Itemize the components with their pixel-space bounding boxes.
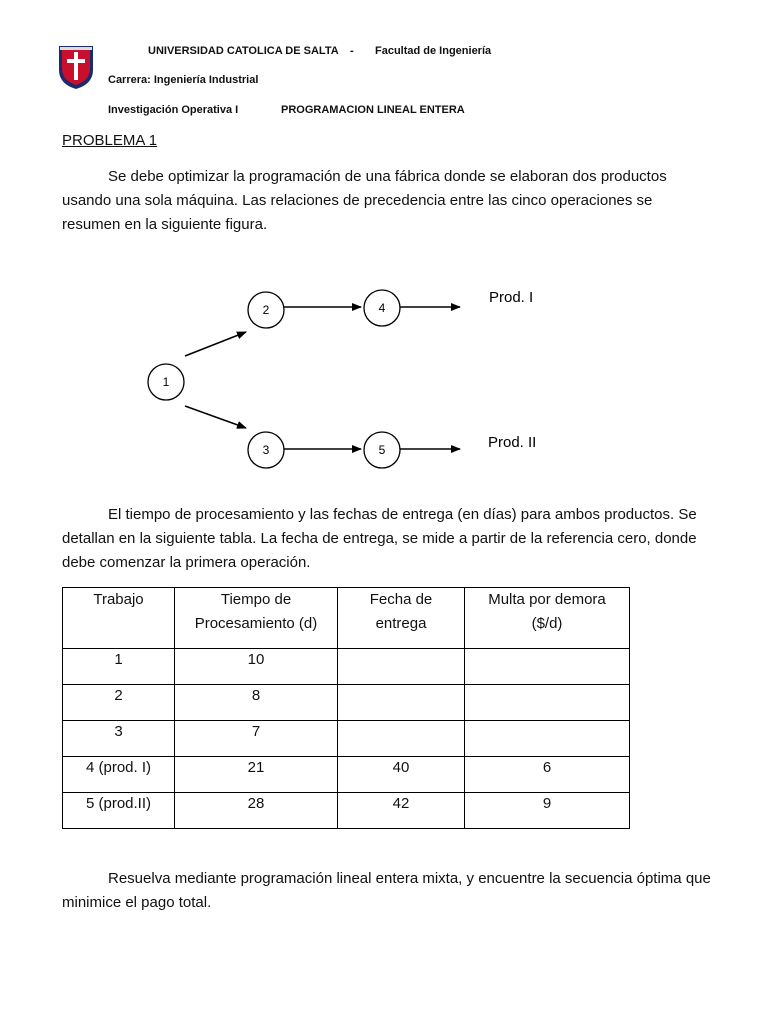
header-fecha: Fecha de entrega: [338, 588, 465, 649]
node-5-label: 5: [378, 443, 386, 457]
node-5: [364, 432, 400, 468]
node-2-label: 2: [262, 303, 270, 317]
cell-tiempo: 8: [175, 685, 338, 721]
node-2: [248, 292, 284, 328]
cell-fecha: [338, 685, 465, 721]
cell-trabajo: 5 (prod.II): [63, 793, 175, 829]
university-name: UNIVERSIDAD CATOLICA DE SALTA: [148, 45, 339, 57]
node-1: [148, 364, 184, 400]
faculty-name: Facultad de Ingeniería: [375, 45, 492, 57]
node-1-label: 1: [162, 375, 170, 389]
table-header-row: [63, 588, 630, 649]
node-4-label: 4: [378, 301, 386, 315]
header-separator: -: [350, 45, 354, 57]
university-logo: [57, 44, 95, 90]
node-4: [364, 290, 400, 326]
closing-paragraph: [62, 867, 712, 915]
table-row: [63, 721, 630, 757]
problem-title: PROBLEMA 1: [62, 132, 158, 149]
table-intro-text: El tiempo de procesamiento y las fechas de entrega (en días) para ambos productos. Se detallan en la siguiente tabla. La fecha de entrega, se mide a partir de la referencia cero, donde debe comenzar la primera operación.: [62, 506, 697, 571]
table-row: [63, 649, 630, 685]
header-tiempo: Tiempo de Procesamiento (d): [175, 588, 338, 649]
closing-text: Resuelva mediante programación lineal entera mixta, y encuentre la secuencia óptima que minimice el pago total.: [62, 870, 711, 911]
course-name: Investigación Operativa I: [108, 104, 239, 116]
cell-tiempo: 21: [175, 757, 338, 793]
table-row: [63, 793, 630, 829]
cell-multa: [465, 685, 630, 721]
cell-trabajo: 4 (prod. I): [63, 757, 175, 793]
cell-tiempo: 10: [175, 649, 338, 685]
cell-fecha: [338, 649, 465, 685]
intro-text: Se debe optimizar la programación de una fábrica donde se elaboran dos productos usando una sola máquina. Las relaciones de precedencia entre las cinco operaciones se resumen en la siguiente figura.: [62, 168, 667, 233]
cell-fecha: [338, 721, 465, 757]
arrow-1-2: [185, 332, 246, 356]
cell-fecha: 42: [338, 793, 465, 829]
table-row: [63, 685, 630, 721]
node-3: [248, 432, 284, 468]
table-row: [63, 757, 630, 793]
processing-table: [62, 587, 630, 829]
table-intro-paragraph: [62, 503, 712, 575]
topic-name: PROGRAMACION LINEAL ENTERA: [281, 104, 465, 116]
cell-trabajo: 3: [63, 721, 175, 757]
cell-multa: [465, 721, 630, 757]
header-multa: Multa por demora ($/d): [465, 588, 630, 649]
arrow-1-3: [185, 406, 246, 428]
career-name: Carrera: Ingeniería Industrial: [108, 74, 259, 86]
cell-multa: [465, 649, 630, 685]
intro-paragraph: [62, 165, 712, 237]
product-2-label: Prod. II: [488, 434, 537, 451]
cell-trabajo: 1: [63, 649, 175, 685]
cell-multa: 9: [465, 793, 630, 829]
product-1-label: Prod. I: [489, 289, 534, 306]
cell-tiempo: 7: [175, 721, 338, 757]
cell-trabajo: 2: [63, 685, 175, 721]
node-3-label: 3: [262, 443, 270, 457]
cell-multa: 6: [465, 757, 630, 793]
header-trabajo: Trabajo: [63, 588, 175, 649]
cell-tiempo: 28: [175, 793, 338, 829]
cell-fecha: 40: [338, 757, 465, 793]
precedence-diagram: [0, 270, 768, 480]
